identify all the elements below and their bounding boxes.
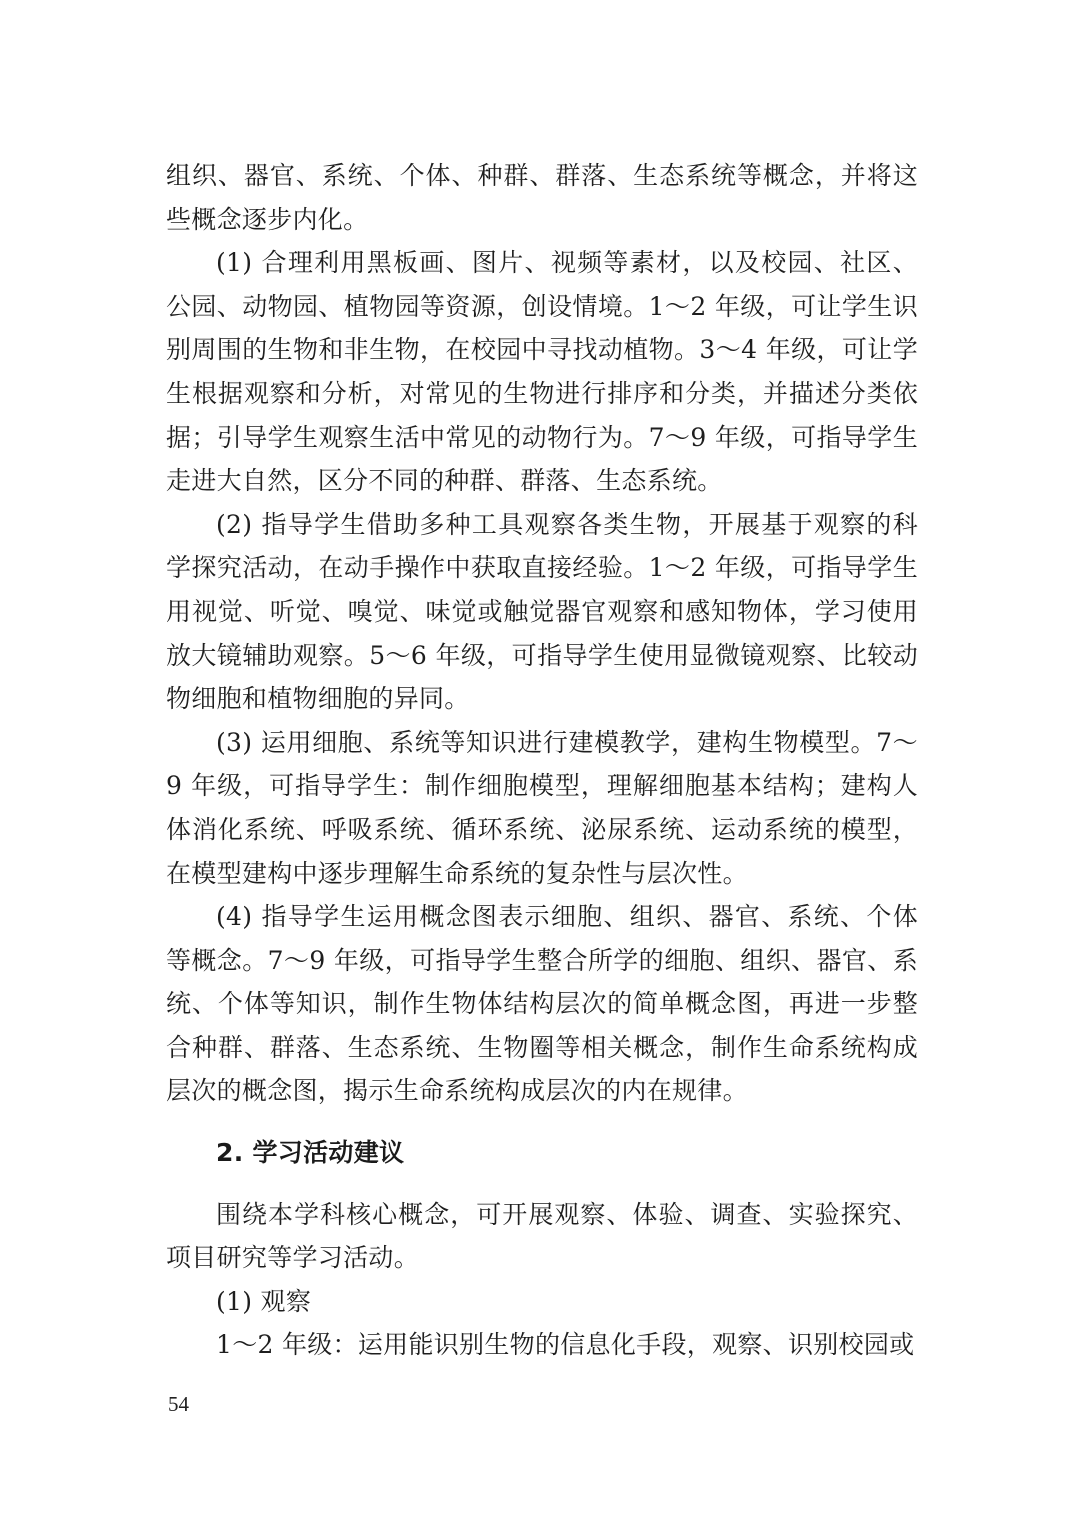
- paragraph-item-4: (4) 指导学生运用概念图表示细胞、组织、器官、系统、个体等概念。7～9 年级，可指导学生整合所学的细胞、组织、器官、系统、个体等知识，制作生物体结构层次的简单概念图，再进一步整合种群、群落、生态系统、生物圈等相关概念，制作生命系统构成层次的概念图，揭示生命系统构成层次的内在规律。: [166, 902, 918, 1106]
- subheading-observation: (1) 观察: [216, 1286, 312, 1316]
- paragraph-intro: 围绕本学科核心概念，可开展观察、体验、调查、实验探究、项目研究等学习活动。: [166, 1199, 918, 1273]
- paragraph-item-3: (3) 运用细胞、系统等知识进行建模教学，建构生物模型。7～9 年级，可指导学生：制作细胞模型，理解细胞基本结构；建构人体消化系统、呼吸系统、循环系统、泌尿系统、运动系统的模型，在模型建构中逐步理解生命系统的复杂性与层次性。: [166, 727, 918, 888]
- page-content: [166, 154, 918, 1367]
- section-heading: 2. 学习活动建议: [216, 1138, 405, 1168]
- page-number: 54: [168, 1392, 189, 1416]
- paragraph-item-2: (2) 指导学生借助多种工具观察各类生物，开展基于观察的科学探究活动，在动手操作中获取直接经验。1～2 年级，可指导学生用视觉、听觉、嗅觉、味觉或触觉器官观察和感知物体，学习使用放大镜辅助观察。5～6 年级，可指导学生使用显微镜观察、比较动物细胞和植物细胞的异同。: [166, 509, 918, 714]
- paragraph-item-1: (1) 合理利用黑板画、图片、视频等素材，以及校园、社区、公园、动物园、植物园等资源，创设情境。1～2 年级，可让学生识别周围的生物和非生物，在校园中寻找动植物。3～4 年级，可让学生根据观察和分析，对常见的生物进行排序和分类，并描述分类依据；引导学生观察生活中常见的动物行为。7～9 年级，可指导学生走进大自然，区分不同的种群、群落、生态系统。: [166, 248, 918, 496]
- paragraph-continuation: 组织、器官、系统、个体、种群、群落、生态系统等概念，并将这些概念逐步内化。: [166, 161, 918, 234]
- paragraph-grade-1-2: 1～2 年级：运用能识别生物的信息化手段，观察、识别校园或: [216, 1330, 915, 1360]
